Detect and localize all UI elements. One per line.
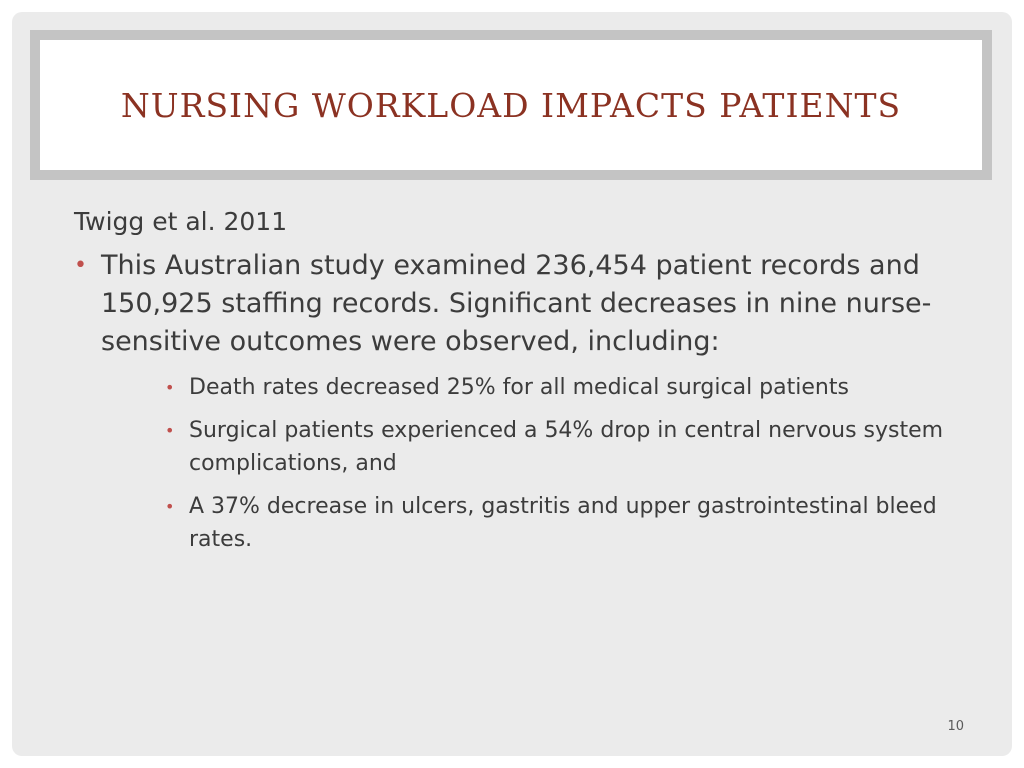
- bullet-list: [74, 247, 974, 556]
- sub-bullet-icon: •: [165, 378, 175, 397]
- slide-title: NURSING WORKLOAD IMPACTS PATIENTS: [120, 85, 902, 125]
- sub-bullet-item: [165, 414, 989, 480]
- sub-bullet-icon: •: [165, 497, 175, 516]
- sub-bullet-text: Surgical patients experienced a 54% drop in central nervous system complications, and: [189, 418, 944, 476]
- bullet-text: This Australian study examined 236,454 patient records and 150,925 staffing records. Significant decreases in nine nurse-sensitive outcomes were observed, including:: [101, 250, 932, 357]
- sub-bullet-text: A 37% decrease in ulcers, gastritis and upper gastrointestinal bleed rates.: [189, 494, 937, 552]
- bullet-item: [74, 247, 974, 556]
- slide-content: [74, 205, 974, 566]
- sub-bullet-item: [165, 371, 989, 404]
- sub-bullet-text: Death rates decreased 25% for all medical surgical patients: [189, 375, 849, 400]
- slide: [12, 12, 1012, 756]
- bullet-icon: •: [74, 253, 87, 278]
- sub-bullet-list: [165, 371, 974, 556]
- sub-bullet-item: [165, 490, 989, 556]
- citation-line: Twigg et al. 2011: [74, 207, 288, 236]
- sub-bullet-icon: •: [165, 421, 175, 440]
- page-number: 10: [947, 719, 964, 734]
- title-box: [40, 40, 982, 170]
- title-frame: [30, 30, 992, 180]
